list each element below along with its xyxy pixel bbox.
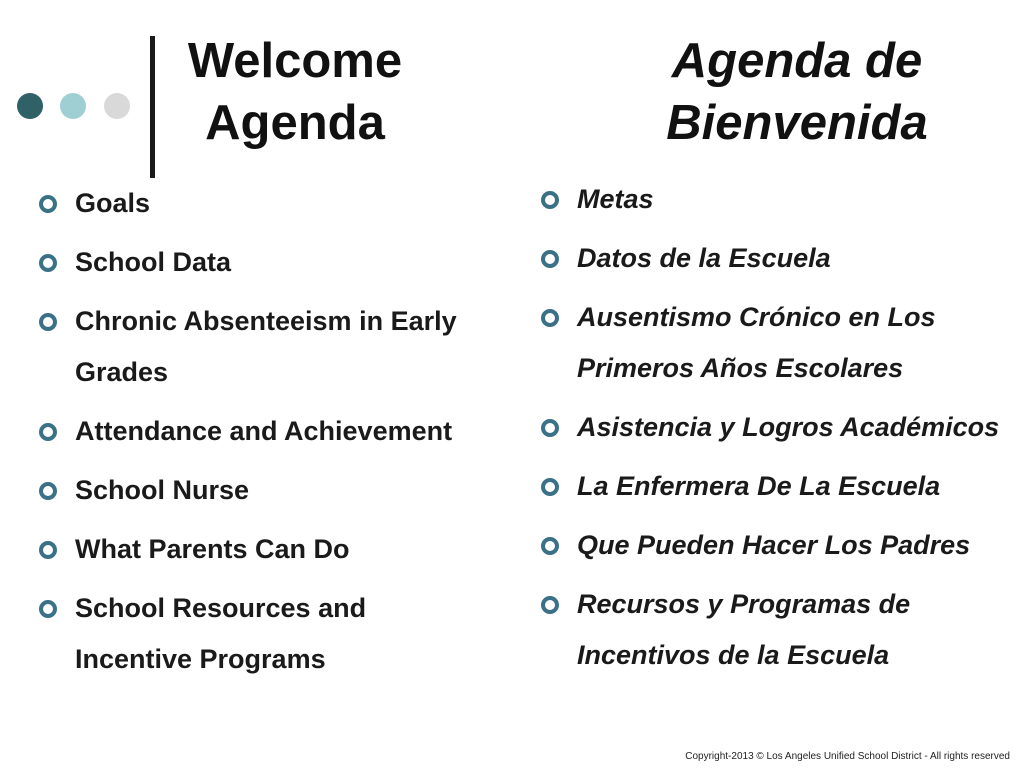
copyright-footer: Copyright-2013 © Los Angeles Unified School District - All rights reserved <box>685 751 1010 762</box>
bullet-icon <box>541 596 559 614</box>
agenda-item-text: Chronic Absenteeism in Early <box>75 306 457 336</box>
agenda-list-spanish <box>537 174 1024 689</box>
agenda-item-text-continued: Primeros Años Escolares <box>577 353 904 383</box>
agenda-item-text: La Enfermera De La Escuela <box>577 471 941 501</box>
agenda-item <box>35 296 515 398</box>
agenda-item-text: Metas <box>577 184 654 214</box>
agenda-item-text: Attendance and Achievement <box>75 416 453 446</box>
agenda-item <box>35 583 515 685</box>
bullet-icon <box>39 195 57 213</box>
agenda-item-text: School Nurse <box>75 475 250 505</box>
agenda-item <box>35 406 515 457</box>
bullet-icon <box>541 250 559 268</box>
decorative-dot-dark <box>17 93 43 119</box>
agenda-item-text-continued: Grades <box>75 357 169 387</box>
agenda-item-text: Que Pueden Hacer Los Padres <box>577 530 971 560</box>
agenda-item-text-continued: Incentive Programs <box>75 644 326 674</box>
agenda-item-text: Recursos y Programas de <box>577 589 911 619</box>
agenda-item-text-continued: Incentivos de la Escuela <box>577 640 890 670</box>
agenda-list-english <box>35 178 515 693</box>
bullet-icon <box>541 419 559 437</box>
title-spanish-line1: Agenda de <box>671 34 923 88</box>
bullet-icon <box>39 541 57 559</box>
agenda-item-text: What Parents Can Do <box>75 534 350 564</box>
bullet-icon <box>39 482 57 500</box>
agenda-item <box>35 524 515 575</box>
agenda-item-text: School Data <box>75 247 232 277</box>
title-english-line2: Agenda <box>205 96 385 150</box>
agenda-item <box>537 461 1024 512</box>
title-english-line1: Welcome <box>187 34 403 88</box>
agenda-item <box>537 174 1024 225</box>
bullet-icon <box>541 537 559 555</box>
agenda-item-text: Asistencia y Logros Académicos <box>577 412 1000 442</box>
title-spanish-line2: Bienvenida <box>666 96 928 150</box>
bullet-icon <box>39 423 57 441</box>
bullet-icon <box>39 254 57 272</box>
bullet-icon <box>39 600 57 618</box>
bullet-icon <box>39 313 57 331</box>
bullet-icon <box>541 478 559 496</box>
agenda-item <box>537 292 1024 394</box>
agenda-item <box>537 579 1024 681</box>
agenda-item <box>537 402 1024 453</box>
agenda-item <box>537 233 1024 284</box>
bullet-icon <box>541 191 559 209</box>
agenda-item <box>35 178 515 229</box>
agenda-item-text: Goals <box>75 188 151 218</box>
decorative-dot-light <box>104 93 130 119</box>
agenda-item-text: Datos de la Escuela <box>577 243 831 273</box>
decorative-dot-mid <box>60 93 86 119</box>
title-english <box>165 30 425 154</box>
agenda-item-text: Ausentismo Crónico en Los <box>577 302 936 332</box>
agenda-item <box>537 520 1024 571</box>
title-divider <box>150 36 155 178</box>
title-spanish <box>612 30 982 154</box>
agenda-item <box>35 237 515 288</box>
agenda-item <box>35 465 515 516</box>
bullet-icon <box>541 309 559 327</box>
agenda-item-text: School Resources and <box>75 593 367 623</box>
